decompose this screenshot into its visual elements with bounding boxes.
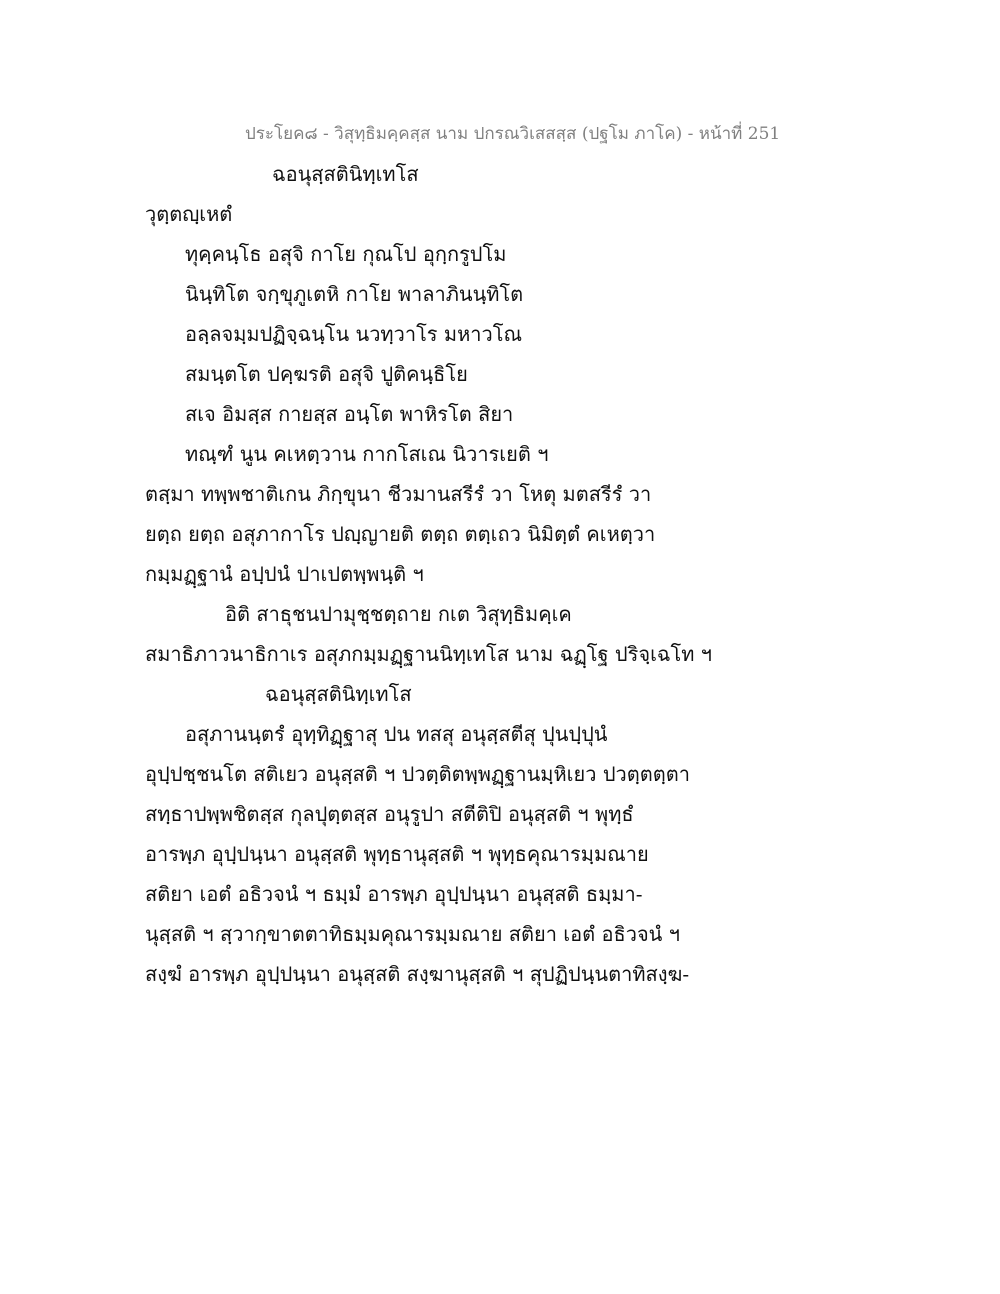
verse-line: ทุคฺคนฺโธ อสุจิ กาโย กุณโป อุกฺกรูปโม: [185, 242, 507, 266]
chapter-closing-line: สมาธิภาวนาธิกาเร อสุภกมฺมฏฺฐานนิทฺเทโส นาม ฉฏฺโฐ ปริจฺเฉโท ฯ: [145, 642, 713, 666]
section-title: ฉอนุสฺสตินิทฺเทโส: [272, 162, 419, 186]
verse-line: อลฺลจมฺมปฏิจฺฉนฺโน นวทฺวาโร มหาวโณ: [185, 322, 523, 346]
paragraph-line: นุสฺสติ ฯ สฺวากฺขาตตาทิธมฺมคุณารมฺมณาย สติยา เอตํ อธิวจนํ ฯ: [145, 922, 680, 946]
paragraph-line: สทฺธาปพฺพชิตสฺส กุลปุตฺตสฺส อนุรูปา สตีติปิ อนุสฺสติ ฯ พุทฺธํ: [145, 802, 634, 826]
paragraph-line: สงฺฆํ อารพฺภ อุปฺปนฺนา อนุสฺสติ สงฺฆานุสฺสติ ฯ สุปฏิปนฺนตาทิสงฺฆ-: [145, 962, 690, 986]
prose-line: ยตฺถ ยตฺถ อสุภากาโร ปญฺญายติ ตตฺถ ตตฺเถว นิมิตฺตํ คเหตฺวา: [145, 522, 656, 546]
section-title: ฉอนุสฺสตินิทฺเทโส: [265, 682, 412, 706]
intro-label: วุตฺตญฺเหตํ: [145, 202, 233, 226]
paragraph-line: อุปฺปชฺชนโต สติเยว อนุสฺสติ ฯ ปวตฺติตพฺพฏฺฐานมฺหิเยว ปวตฺตตฺตา: [145, 762, 690, 786]
paragraph-line: สติยา เอตํ อธิวจนํ ฯ ธมฺมํ อารพฺภ อุปฺปนฺนา อนุสฺสติ ธมฺมา-: [145, 882, 643, 906]
verse-line: สเจ อิมสฺส กายสฺส อนฺโต พาหิรโต สิยา: [185, 402, 514, 426]
verse-line: นินฺทิโต จกฺขุภูเตหิ กาโย พาลาภินนฺทิโต: [185, 282, 524, 306]
chapter-closing-line: อิติ สาธุชนปามุชฺชตฺถาย กเต วิสุทฺธิมคฺเค: [225, 602, 572, 626]
page-header: ประโยค๘ - วิสุทฺธิมคฺคสฺส นาม ปกรณวิเสสสฺส (ปฐโม ภาโค) - หน้าที่ 251: [245, 124, 781, 144]
verse-line: สมนฺตโต ปคฺฆรติ อสุจิ ปูติคนฺธิโย: [185, 362, 468, 386]
paragraph-line: อสุภานนฺตรํ อุทฺทิฏฺฐาสุ ปน ทสสุ อนุสฺสตีสุ ปุนปฺปุนํ: [185, 722, 608, 746]
verse-line: ทณฺฑํ นูน คเหตฺวาน กากโสเณ นิวารเยติ ฯ: [185, 442, 549, 466]
prose-line: ตสฺมา ทพฺพชาติเกน ภิกฺขุนา ชีวมานสรีรํ วา โหตุ มตสรีรํ วา: [145, 482, 652, 506]
paragraph-line: อารพฺภ อุปฺปนฺนา อนุสฺสติ พุทฺธานุสฺสติ ฯ พุทฺธคุณารมฺมณาย: [145, 842, 649, 866]
prose-line: กมฺมฏฺฐานํ อปฺปนํ ปาเปตพฺพนฺติ ฯ: [145, 562, 424, 586]
